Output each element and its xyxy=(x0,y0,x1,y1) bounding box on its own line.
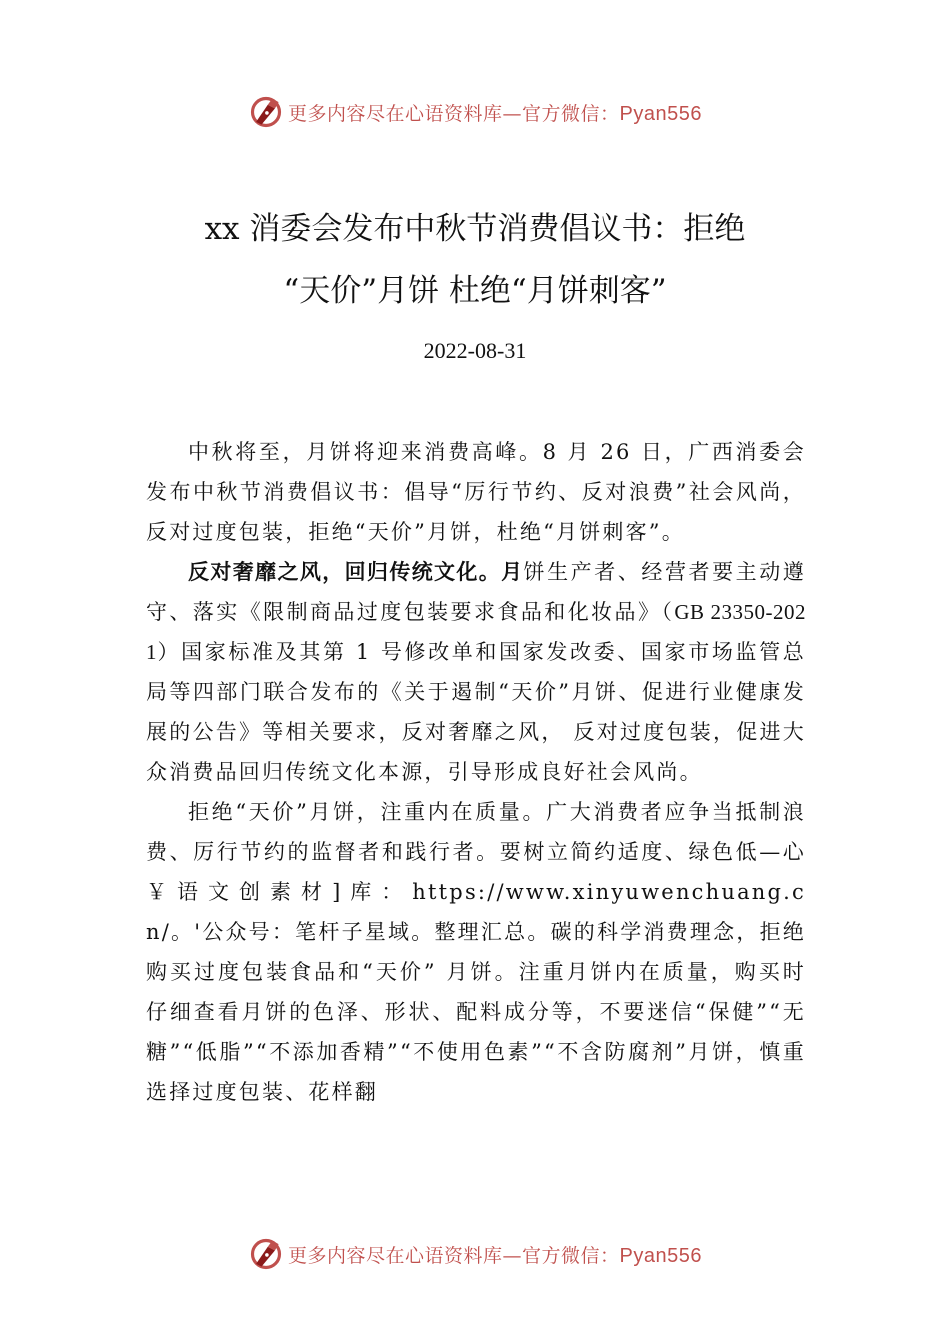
paragraph-2-heading: 反对奢靡之风，回归传统文化。月 xyxy=(188,560,524,584)
pen-nib-logo-icon xyxy=(248,1236,284,1272)
banner-wechat-id: Pyan556 xyxy=(619,102,702,125)
paragraph-3: 拒绝“天价”月饼，注重内在质量。广大消费者应争当抵制浪费、厉行节约的监督者和践行者。要树立简约适度、绿色低—心￥语文创素材]库：https://www.xinyuwenchuang.cn/。'公众号：笔杆子星域。整理汇总。碳的科学消费理念，拒绝购买过度包装食品和“天价” 月饼。注重月饼内在质量，购买时仔细查看月饼的色泽、形状、配料成分等，不要迷信“保健”“无糖”“低脂”“不添加香精”“不使用色素”“不含防腐剂”月饼，慎重选择过度包装、花样翻 xyxy=(146,800,806,1104)
publish-date: 2022-08-31 xyxy=(423,338,527,363)
footer-banner xyxy=(0,1234,950,1274)
title-line-2: “天价”月饼 杜绝“月饼刺客” xyxy=(283,273,667,309)
article-body xyxy=(146,432,806,1112)
pen-nib-logo-icon xyxy=(248,94,284,130)
banner-text xyxy=(288,99,702,126)
paragraph-1: 中秋将至，月饼将迎来消费高峰。8 月 26 日，广西消委会发布中秋节消费倡议书：倡导“厉行节约、反对浪费”社会风尚，反对过度包装，拒绝“天价”月饼，杜绝“月饼刺客”。 xyxy=(146,440,806,544)
standard-code: GB 23350-2021 xyxy=(146,600,806,664)
banner-label: 更多内容尽在心语资料库—官方微信： xyxy=(288,102,620,125)
title-line-1: xx 消委会发布中秋节消费倡议书：拒绝 xyxy=(204,211,746,247)
paragraph-2 xyxy=(146,552,806,792)
paragraph-2-text-a: 饼生产者、经营者要主动遵守、落实《限制商品过度包装要求食品和化妆品》（ xyxy=(146,560,807,624)
banner-text xyxy=(288,1241,702,1268)
banner-label: 更多内容尽在心语资料库—官方微信： xyxy=(288,1244,620,1267)
paragraph-2-text-b: ）国家标准及其第 1 号修改单和国家发改委、国家市场监管总局等四部门联合发布的《关于遏制“天价”月饼、促进行业健康发展的公告》等相关要求，反对奢靡之风， 反对过度包装，促进大众消费品回归传统文化本源，引导形成良好社会风尚。 xyxy=(146,640,806,784)
banner-wechat-id: Pyan556 xyxy=(619,1244,702,1267)
document-title xyxy=(100,198,850,322)
header-banner xyxy=(0,92,950,132)
